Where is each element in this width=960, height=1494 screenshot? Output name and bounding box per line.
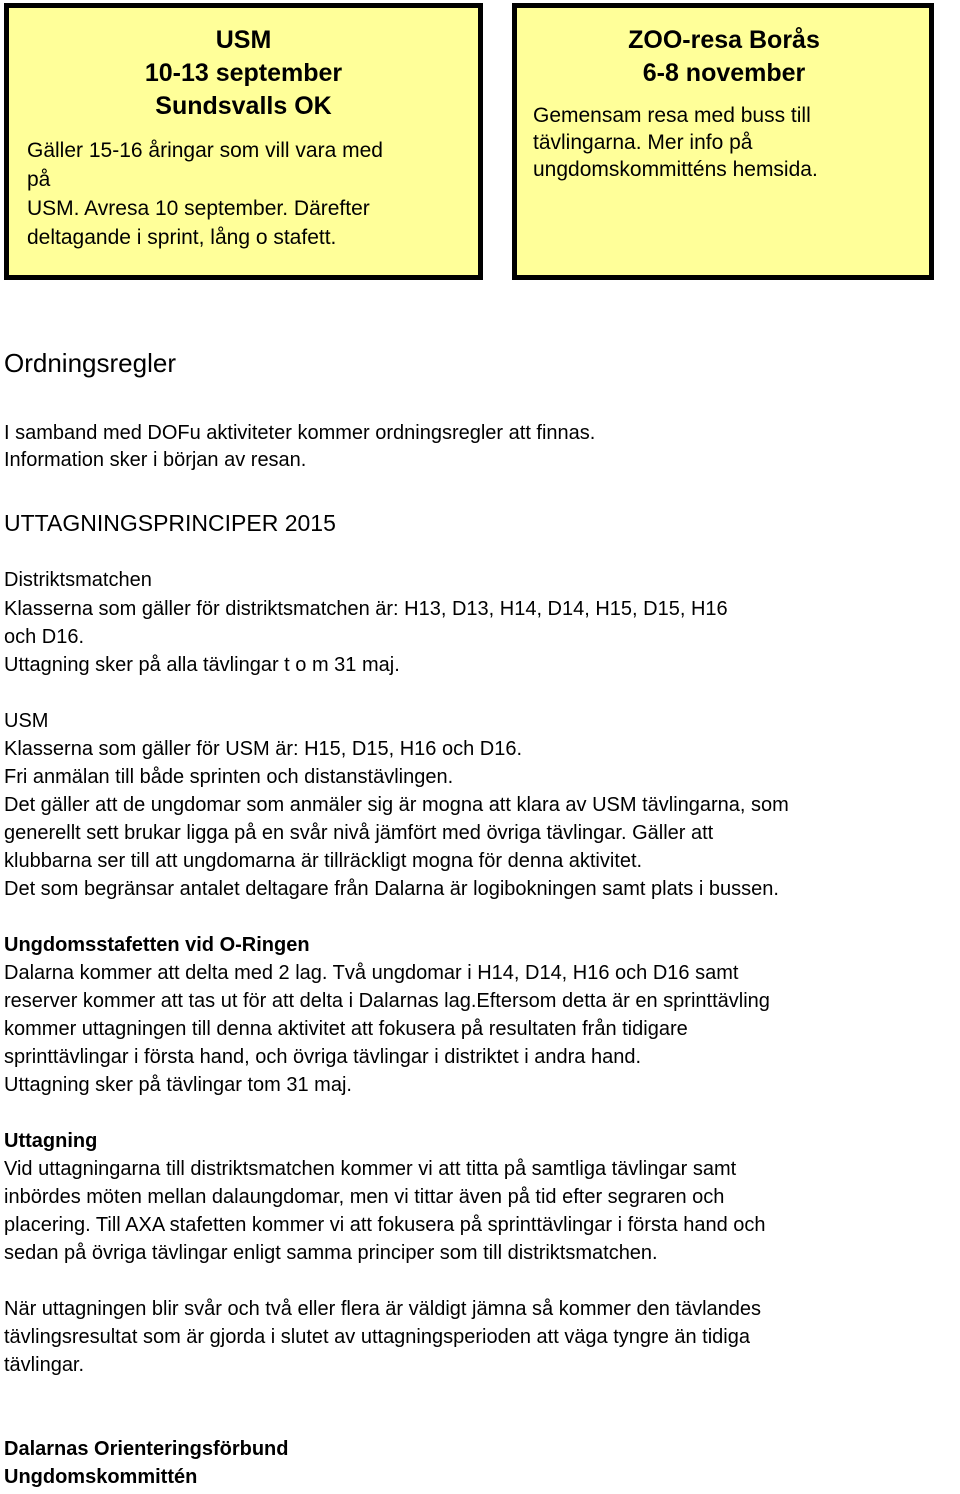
ordningsregler-line: I samband med DOFu aktiviteter kommer ordningsregler att finnas. <box>4 422 596 444</box>
zoo-trip-text-line: Gemensam resa med buss till <box>533 104 811 127</box>
zoo-trip-title-line: ZOO-resa Borås <box>628 26 820 54</box>
distriktsmatchen-line: Klasserna som gäller för distriktsmatchen är: H13, D13, H14, D14, H15, D15, H16 <box>4 598 728 620</box>
usm-event-box <box>4 3 483 280</box>
zoo-trip-description <box>533 102 915 183</box>
signature-organization: Dalarnas Orienteringsförbund <box>4 1438 289 1460</box>
signature-committee: Ungdomskommittén <box>4 1466 198 1488</box>
uttagning-heading: Uttagning <box>4 1130 98 1152</box>
zoo-trip-text-line: ungdomskommitténs hemsida. <box>533 158 818 181</box>
uttagning-line: sedan på övriga tävlingar enligt samma principer som till distriktsmatchen. <box>4 1242 658 1264</box>
usm-event-date: 10-13 september <box>144 59 343 87</box>
usm-event-text-line: på <box>27 168 51 191</box>
usm-event-organizer: Sundsvalls OK <box>155 92 332 120</box>
zoo-trip-date: 6-8 november <box>642 59 806 87</box>
usm-heading: USM <box>4 710 49 732</box>
ungdomsstafetten-heading: Ungdomsstafetten vid O-Ringen <box>4 934 310 956</box>
usm-line: Fri anmälan till både sprinten och distanstävlingen. <box>4 766 454 788</box>
usm-event-description <box>27 136 460 252</box>
closing-line: tävlingsresultat som är gjorda i slutet av uttagningsperioden att väga tyngre än tidiga <box>4 1326 750 1348</box>
closing-line: tävlingar. <box>4 1354 85 1376</box>
ordningsregler-line: Information sker i början av resan. <box>4 449 307 471</box>
zoo-trip-text-line: tävlingarna. Mer info på <box>533 131 753 154</box>
usm-event-text-line: USM. Avresa 10 september. Därefter <box>27 197 370 220</box>
distriktsmatchen-heading: Distriktsmatchen <box>4 569 152 591</box>
usm-line: Det som begränsar antalet deltagare från Dalarna är logibokningen samt plats i bussen. <box>4 878 779 900</box>
usm-line: Klasserna som gäller för USM är: H15, D15, H16 och D16. <box>4 738 522 760</box>
usm-event-text-line: deltagande i sprint, lång o stafett. <box>27 226 337 249</box>
distriktsmatchen-line: Uttagning sker på alla tävlingar t o m 31 maj. <box>4 654 400 676</box>
ungdomsstafetten-line: Dalarna kommer att delta med 2 lag. Två ungdomar i H14, D14, H16 och D16 samt <box>4 962 739 984</box>
usm-line: klubbarna ser till att ungdomarna är tillräckligt mogna för denna aktivitet. <box>4 850 643 872</box>
usm-line: Det gäller att de ungdomar som anmäler sig är mogna att klara av USM tävlingarna, som <box>4 794 789 816</box>
uttagning-line: placering. Till AXA stafetten kommer vi att fokusera på sprinttävlingar i första hand och <box>4 1214 766 1236</box>
uttagningsprinciper-heading: UTTAGNINGSPRINCIPER 2015 <box>4 510 336 536</box>
closing-line: När uttagningen blir svår och två eller flera är väldigt jämna så kommer den tävlandes <box>4 1298 762 1320</box>
zoo-trip-title <box>533 24 915 90</box>
usm-event-title <box>27 24 460 123</box>
ordningsregler-heading: Ordningsregler <box>4 348 176 378</box>
ungdomsstafetten-line: kommer uttagningen till denna aktivitet att fokusera på resultaten från tidigare <box>4 1018 688 1040</box>
ungdomsstafetten-line: sprinttävlingar i första hand, och övriga tävlingar i distriktet i andra hand. <box>4 1046 642 1068</box>
uttagning-line: Vid uttagningarna till distriktsmatchen kommer vi att titta på samtliga tävlingar samt <box>4 1158 737 1180</box>
ungdomsstafetten-line: Uttagning sker på tävlingar tom 31 maj. <box>4 1074 352 1096</box>
usm-event-text-line: Gäller 15-16 åringar som vill vara med <box>27 139 383 162</box>
uttagning-line: inbördes möten mellan dalaungdomar, men vi tittar även på tid efter segraren och <box>4 1186 725 1208</box>
ungdomsstafetten-line: reserver kommer att tas ut för att delta i Dalarnas lag.Eftersom detta är en sprinttävling <box>4 990 770 1012</box>
usm-line: generellt sett brukar ligga på en svår nivå jämfört med övriga tävlingar. Gäller att <box>4 822 714 844</box>
distriktsmatchen-line: och D16. <box>4 626 85 648</box>
zoo-trip-box <box>512 3 934 280</box>
usm-event-title-line: USM <box>215 26 272 54</box>
